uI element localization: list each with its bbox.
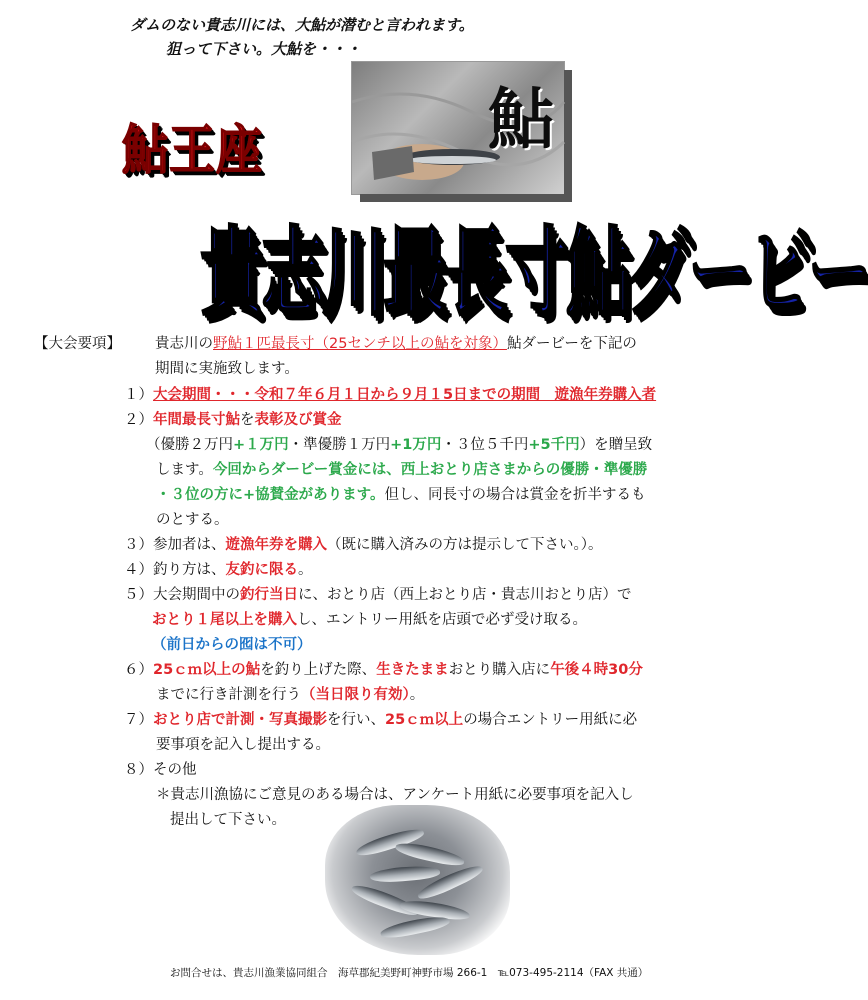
- item-6-c: 生きたまま: [376, 662, 449, 678]
- item-8: [124, 758, 197, 783]
- item-6-a: 25ｃｍ以上の鮎: [153, 662, 261, 678]
- item-7: [124, 708, 637, 733]
- lead-text-a: 貴志川の: [155, 336, 213, 352]
- item-2-text-a: 年間最長寸鮎: [153, 412, 240, 428]
- item-6-line-2: [156, 683, 424, 708]
- item-3-c: （既に購入済みの方は提示して下さい。）。: [327, 537, 603, 553]
- item-7-c: 25ｃｍ以上: [385, 712, 464, 728]
- lead-line-1: [155, 332, 637, 357]
- item-4-a: 釣り方は、: [153, 562, 226, 578]
- item-5-l2-a: おとり１尾以上を購入: [152, 612, 297, 628]
- item-5-b: 釣行当日: [240, 587, 298, 603]
- item-1: [124, 383, 656, 408]
- item-3-a: 参加者は、: [153, 537, 226, 553]
- section-label: 【大会要項】: [34, 336, 121, 352]
- prize-3: ・３位５千円: [441, 437, 529, 453]
- item-number: ３）: [124, 537, 153, 553]
- prize-3-bonus: +5千円: [528, 437, 580, 453]
- item-number: ２）: [124, 412, 153, 428]
- fish-shape: [370, 864, 441, 884]
- item-6-b: を釣り上げた際、: [260, 662, 377, 678]
- contact-footer: お問合せは、貴志川漁業協同組合 海草郡紀美野町神野市場 266-1 ℡073-495-2114（FAX 共通）: [170, 967, 649, 979]
- ayu-ouza-title: 鮎王座: [122, 118, 263, 181]
- intro-line-1: ダムのない貴志川には、大鮎が潜むと言われます。: [130, 16, 474, 34]
- item-4: [124, 558, 313, 583]
- item-1-text: 大会期間・・・令和７年６月１日から９月１5日までの期間 遊漁年券購入者: [153, 387, 657, 403]
- item-2-l3-a: します。: [156, 462, 213, 478]
- item-2-l3-b: 今回からダービー賞金には、西上おとり店さまからの優勝・準優勝: [212, 462, 648, 478]
- item-6-l2-b: （当日限り有効）: [301, 687, 410, 703]
- item-2-l4-b: 但し、同長寸の場合は賞金を折半するも: [384, 487, 646, 503]
- item-2-line-2: [146, 433, 652, 458]
- intro-line-2: 狙って下さい。大鮎を・・・: [166, 40, 362, 58]
- item-5-a: 大会期間中の: [153, 587, 240, 603]
- item-5-l2-b: し、エントリー用紙を店頭で必ず受け取る。: [297, 612, 587, 628]
- ayu-photo: [352, 62, 564, 194]
- item-3-b: 遊漁年券を購入: [225, 537, 327, 553]
- item-5-line-3: （前日からの囮は不可）: [152, 637, 312, 653]
- item-2-text-c: 表彰及び賞金: [254, 412, 342, 428]
- item-5: [124, 583, 632, 608]
- item-4-c: 。: [298, 562, 313, 578]
- fish-shape: [350, 881, 421, 918]
- item-8-line-2: ＊貴志川漁協にご意見のある場合は、アンケート用紙に必要事項を記入し: [156, 787, 634, 803]
- lead-text-b: 鮎ダービーを下記の: [506, 336, 637, 352]
- item-3: [124, 533, 603, 558]
- item-6: [124, 658, 643, 683]
- item-6-l2-a: までに行き計測を行う: [156, 687, 301, 703]
- item-7-b: を行い、: [327, 712, 385, 728]
- item-number: １）: [124, 387, 153, 403]
- item-number: ７）: [124, 712, 153, 728]
- item-7-line-2: 要事項を記入し提出する。: [156, 737, 330, 753]
- item-8-a: その他: [153, 762, 197, 778]
- item-2-l4-a: ・３位の方に+協賛金があります。: [156, 487, 385, 503]
- item-number: ４）: [124, 562, 153, 578]
- item-2-line-3: [156, 458, 647, 483]
- ayu-kanji: 鮎: [488, 80, 554, 158]
- prize-tail: ）を贈呈致: [579, 437, 653, 453]
- item-2-line-4: [156, 483, 646, 508]
- derby-title: 貴志川最長寸鮎ダービー: [200, 218, 868, 330]
- item-2: [124, 408, 342, 433]
- prize-1-bonus: +１万円: [233, 437, 289, 453]
- item-number: ６）: [124, 662, 153, 678]
- fish-shape: [379, 913, 450, 941]
- item-8-line-3: 提出して下さい。: [170, 812, 286, 828]
- item-6-d: おとり購入店に: [448, 662, 551, 678]
- fish-shape: [394, 840, 465, 868]
- item-number: ８）: [124, 762, 153, 778]
- prize-2: ・準優勝１万円: [288, 437, 391, 453]
- lead-line-2: 期間に実施致します。: [155, 361, 299, 377]
- item-2-line-5: のとする。: [156, 512, 229, 528]
- prize-2-bonus: +1万円: [390, 437, 442, 453]
- item-2-text-b: を: [240, 412, 255, 428]
- item-4-b: 友釣に限る: [225, 562, 298, 578]
- item-6-l2-c: 。: [409, 687, 425, 703]
- item-7-a: おとり店で計測・写真撮影: [153, 712, 327, 728]
- item-5-c: に、おとり店（西上おとり店・貴志川おとり店）で: [298, 587, 632, 603]
- item-6-e: 午後４時30分: [550, 662, 643, 678]
- prize-1: （優勝２万円: [146, 437, 233, 453]
- item-5-line-2: [152, 608, 587, 633]
- item-number: ５）: [124, 587, 153, 603]
- ayu-catch-photo: [325, 805, 510, 955]
- lead-text-highlight: 野鮎１匹最長寸（25センチ以上の鮎を対象）: [213, 336, 507, 352]
- item-7-d: の場合エントリー用紙に必: [463, 712, 638, 728]
